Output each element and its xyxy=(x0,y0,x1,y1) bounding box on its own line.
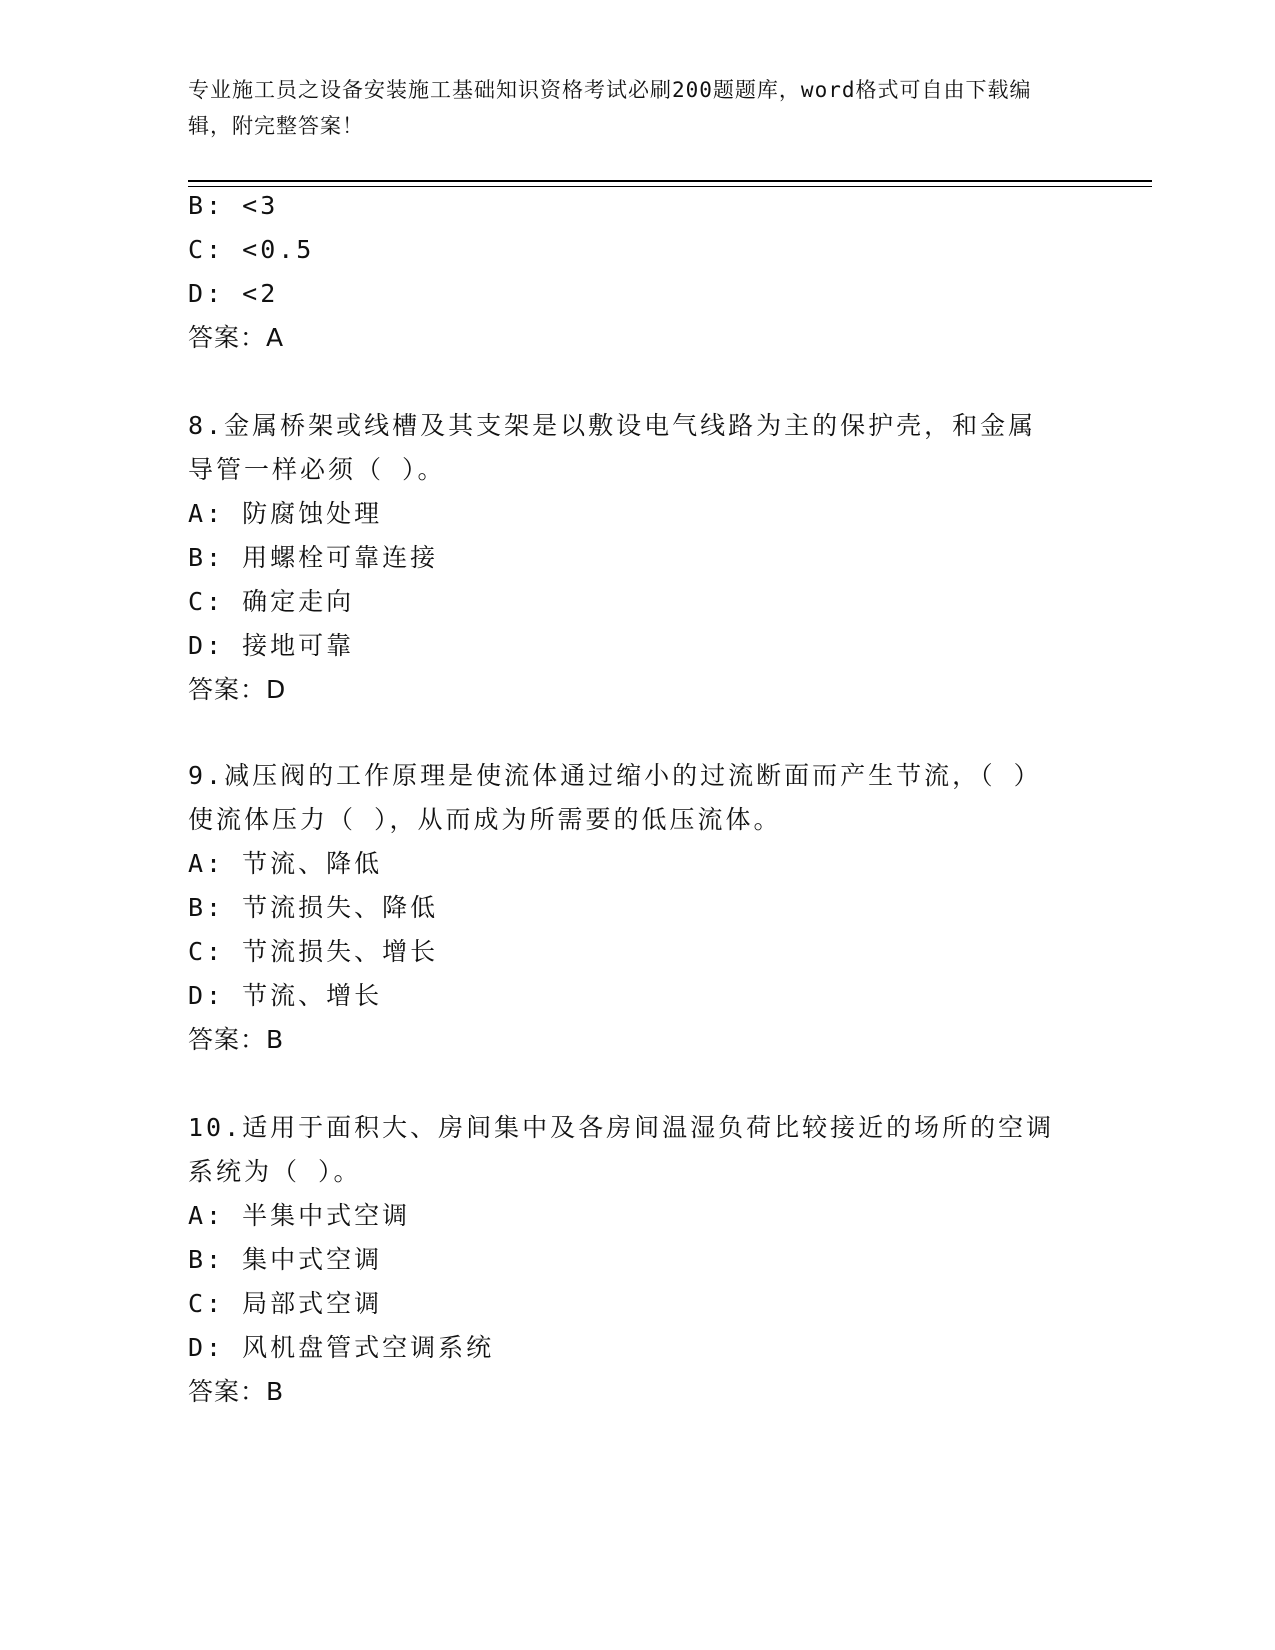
option-d: D: 节流、增长 xyxy=(188,981,383,1010)
question-text-cont: 使流体压力（ ），从而成为所需要的低压流体。 xyxy=(188,805,782,834)
option-d: D: <2 xyxy=(188,279,279,308)
answer-line: 答案：D xyxy=(188,675,287,704)
question-text-cont: 导管一样必须（ ）。 xyxy=(188,455,446,484)
option-d: D: 接地可靠 xyxy=(188,631,355,660)
option-d: D: 风机盘管式空调系统 xyxy=(188,1333,495,1362)
question-text: 8.金属桥架或线槽及其支架是以敷设电气线路为主的保护壳，和金属 xyxy=(188,411,1037,440)
option-c: C: <0.5 xyxy=(188,235,315,264)
option-b: B: 节流损失、降低 xyxy=(188,893,439,922)
option-b: B: 集中式空调 xyxy=(188,1245,383,1274)
answer-line: 答案：A xyxy=(188,323,285,352)
header-divider-thick xyxy=(188,180,1152,182)
document-header: 专业施工员之设备安装施工基础知识资格考试必刷200题题库，word格式可自由下载编辑，附完整答案！ xyxy=(188,78,1032,138)
option-a: A: 节流、降低 xyxy=(188,849,383,878)
question-text: 9.减压阀的工作原理是使流体通过缩小的过流断面而产生节流，（ ） xyxy=(188,761,1042,790)
option-b: B: 用螺栓可靠连接 xyxy=(188,543,439,572)
option-c: C: 节流损失、增长 xyxy=(188,937,439,966)
option-c: C: 确定走向 xyxy=(188,587,355,616)
option-c: C: 局部式空调 xyxy=(188,1289,383,1318)
option-b: B: <3 xyxy=(188,191,279,220)
question-text-cont: 系统为（ ）。 xyxy=(188,1157,362,1186)
answer-line: 答案：B xyxy=(188,1377,285,1406)
header-divider-thin xyxy=(188,186,1152,187)
question-text: 10.适用于面积大、房间集中及各房间温湿负荷比较接近的场所的空调 xyxy=(188,1113,1055,1142)
option-a: A: 半集中式空调 xyxy=(188,1201,411,1230)
answer-line: 答案：B xyxy=(188,1025,285,1054)
option-a: A: 防腐蚀处理 xyxy=(188,499,383,528)
